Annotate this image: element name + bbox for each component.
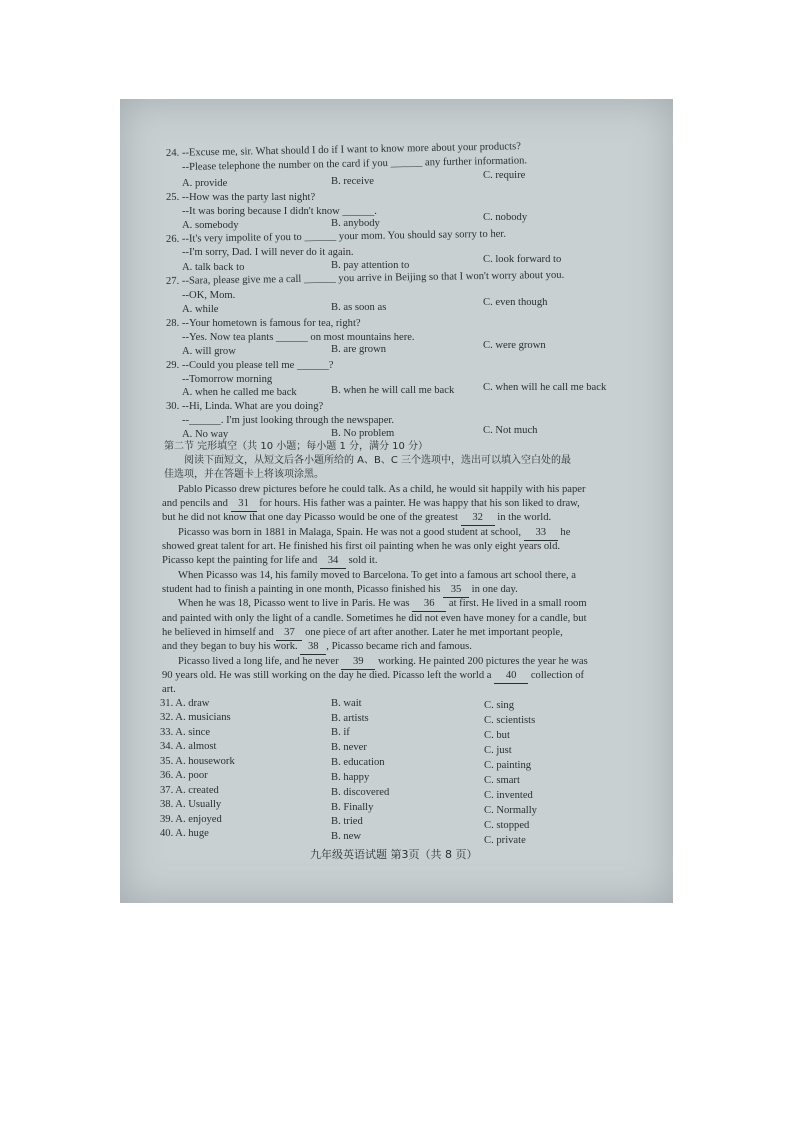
cloze-option-c: C. sing [484, 700, 515, 711]
question-text: --Could you please tell me [181, 360, 295, 371]
section-heading: 第二节 完形填空（共 10 小题；每小题 1 分，满分 10 分） [164, 441, 429, 452]
cloze-option-b: B. never [331, 742, 367, 753]
passage-text: but he did not know that one day Picasso would be one of the greatest [162, 512, 458, 523]
question-30 [166, 400, 323, 414]
cloze-option-a: 33. A. since [160, 727, 211, 738]
cloze-option-b: B. new [331, 831, 362, 842]
passage-line: Pablo Picasso drew pictures before he could talk. As a child, he would sit happily with his paper [178, 484, 586, 495]
cloze-option-b: B. wait [331, 698, 362, 709]
passage-text: for hours. His father was a painter. He was happy that his son liked to draw, [259, 498, 580, 509]
question-text: --Your hometown is famous for tea, right? [181, 318, 361, 329]
option-c: C. even though [483, 297, 548, 308]
passage-line [162, 554, 378, 569]
passage-line: art. [162, 684, 176, 695]
cloze-option-a: 39. A. enjoyed [160, 814, 222, 825]
reply-text: --Yes. Now tea plants [182, 332, 274, 343]
question-28 [166, 317, 361, 331]
question-29-reply: --Tomorrow morning [182, 374, 273, 385]
cloze-blank-39: 39 [341, 655, 375, 670]
cloze-option-a: 32. A. musicians [160, 712, 231, 723]
option-b: B. anybody [331, 218, 380, 229]
reply-text: . [374, 206, 377, 217]
question-number: 29. [166, 360, 180, 371]
question-text: your mom. You should say sorry to her. [338, 228, 507, 243]
passage-line: showed great talent for art. He finished his first oil painting when he was only eight years old. [162, 541, 561, 552]
passage-line [162, 669, 584, 684]
passage-text: he [560, 527, 571, 538]
passage-line [162, 640, 472, 655]
passage-text: in the world. [497, 512, 552, 523]
exam-page-content [120, 99, 673, 903]
cloze-option-a: 40. A. huge [160, 828, 209, 839]
passage-line [162, 583, 518, 598]
passage-line [178, 526, 570, 541]
page-footer: 九年级英语试题 第3页（共 8 页） [310, 848, 478, 861]
option-c: C. look forward to [483, 254, 562, 265]
cloze-option-b: B. education [331, 757, 385, 768]
cloze-option-a: 36. A. poor [160, 770, 208, 781]
answer-blank: ______ [303, 273, 336, 285]
passage-line [162, 497, 580, 512]
passage-line: When Picasso was 14, his family moved to Barcelona. To get into a famous art school there, a [178, 570, 576, 581]
question-number: 25. [166, 192, 180, 203]
option-c: C. nobody [483, 212, 528, 223]
option-c: C. Not much [483, 425, 538, 436]
cloze-blank-35: 35 [443, 583, 469, 598]
cloze-option-c: C. but [484, 730, 510, 741]
cloze-option-a: 34. A. almost [160, 741, 217, 752]
cloze-option-b: B. discovered [331, 787, 390, 798]
option-a: A. while [182, 304, 219, 315]
passage-line [178, 597, 587, 612]
reply-text: --It was boring because I didn't know [182, 206, 340, 217]
cloze-option-c: C. smart [484, 775, 520, 786]
option-a: A. No way [182, 429, 229, 440]
passage-text: and they began to buy his work. [162, 641, 298, 652]
passage-line [178, 655, 588, 670]
question-text: ? [328, 360, 334, 371]
cloze-option-b: B. Finally [331, 802, 374, 813]
cloze-option-b: B. happy [331, 772, 370, 783]
reply-text: --Please telephone the number on the card if you [181, 158, 388, 173]
option-b: B. receive [331, 176, 374, 187]
section-instruction: 阅读下面短文，从短文后各小题所给的 A、B、C 三个选项中，选出可以填入空白处的最 [184, 455, 572, 466]
passage-text: in one day. [471, 584, 518, 595]
passage-text: he believed in himself and [162, 627, 274, 638]
cloze-blank-31: 31 [231, 497, 257, 512]
passage-text: student had to finish a painting in one month, Picasso finished his [162, 584, 441, 595]
option-a: A. will grow [182, 346, 236, 357]
cloze-blank-34: 34 [320, 554, 346, 569]
passage-text: one piece of art after another. Later he met important people, [305, 627, 563, 638]
answer-blank: ______ [390, 157, 423, 169]
cloze-blank-32: 32 [461, 511, 495, 526]
cloze-option-b: B. if [331, 727, 350, 738]
reply-text: . I'm just looking through the newspaper. [220, 415, 394, 426]
answer-blank: ______ [296, 360, 329, 371]
question-number: 24. [165, 147, 180, 159]
passage-text: collection of [530, 670, 585, 681]
cloze-option-a: 35. A. housework [160, 756, 235, 767]
reply-text: -- [182, 415, 190, 426]
question-number: 28. [166, 318, 180, 329]
reply-text: on most mountains here. [310, 332, 415, 343]
option-b: B. No problem [331, 428, 395, 439]
cloze-option-a: 31. A. draw [160, 698, 210, 709]
question-text: --Excuse me, sir. What should I do if I want to know more about your products? [181, 141, 521, 159]
answer-blank: ______ [275, 332, 308, 343]
cloze-option-c: C. scientists [484, 715, 536, 726]
passage-text: Picasso kept the painting for life and [162, 555, 318, 566]
cloze-blank-36: 36 [412, 597, 446, 612]
question-text: --How was the party last night? [181, 192, 316, 203]
question-29 [166, 359, 333, 373]
option-a: A. talk back to [182, 262, 245, 273]
passage-text: , Picasso became rich and famous. [326, 641, 472, 652]
passage-text: sold it. [348, 555, 378, 566]
passage-text: When he was 18, Picasso went to live in Paris. He was [178, 598, 410, 609]
passage-text: and pencils and [162, 498, 228, 509]
reply-text: any further information. [424, 155, 528, 169]
cloze-option-c: C. painting [484, 760, 532, 771]
question-25 [166, 191, 315, 205]
answer-blank: ______ [189, 415, 221, 426]
cloze-blank-33: 33 [524, 526, 558, 541]
option-c: C. require [483, 170, 526, 181]
question-number: 26. [165, 233, 180, 245]
option-b: B. as soon as [331, 302, 387, 313]
cloze-option-c: C. stopped [484, 820, 530, 831]
section-instruction: 佳选项，并在答题卡上将该项涂黑。 [164, 469, 324, 480]
option-b: B. when he will call me back [331, 385, 455, 396]
passage-line [162, 626, 563, 641]
cloze-option-b: B. artists [331, 713, 369, 724]
passage-text: Picasso was born in 1881 in Malaga, Spain. He was not a good student at school, [178, 527, 522, 538]
cloze-option-b: B. tried [331, 816, 363, 827]
cloze-option-a: 38. A. Usually [160, 799, 222, 810]
option-a: A. when he called me back [182, 387, 297, 398]
question-26-reply: --I'm sorry, Dad. I will never do it again. [182, 247, 354, 258]
question-number: 30. [166, 401, 180, 412]
option-b: B. pay attention to [331, 260, 410, 271]
option-b: B. are grown [331, 344, 387, 355]
option-a: A. provide [182, 178, 228, 189]
cloze-option-a: 37. A. created [160, 785, 219, 796]
cloze-blank-38: 38 [300, 640, 326, 655]
scanned-exam-page [120, 99, 673, 903]
passage-text: working. He painted 200 pictures the year he was [377, 656, 588, 667]
cloze-option-c: C. Normally [484, 805, 537, 816]
cloze-option-c: C. private [484, 835, 526, 846]
passage-line: and painted with only the light of a candle. Sometimes he did not even have money for a candle, but [162, 613, 587, 624]
question-text: --Hi, Linda. What are you doing? [181, 401, 324, 412]
passage-text: Picasso lived a long life, and he never [178, 656, 339, 667]
option-c: C. when will he call me back [483, 382, 607, 393]
passage-line [162, 511, 551, 526]
cloze-blank-40: 40 [494, 669, 528, 684]
question-number: 27. [165, 275, 180, 287]
question-text: --It's very impolite of you to [181, 231, 302, 245]
option-c: C. were grown [483, 340, 546, 351]
answer-blank: ______ [304, 231, 337, 243]
question-27-reply: --OK, Mom. [182, 290, 236, 301]
question-text: --Sara, please give me a call [181, 273, 302, 287]
cloze-option-c: C. just [484, 745, 512, 756]
option-a: A. somebody [182, 220, 239, 231]
cloze-blank-37: 37 [276, 626, 302, 641]
passage-text: at first. He lived in a small room [448, 598, 587, 609]
answer-blank: ______ [342, 206, 375, 217]
passage-text: 90 years old. He was still working on the day he died. Picasso left the world a [162, 670, 492, 681]
cloze-option-c: C. invented [484, 790, 533, 801]
question-text: you arrive in Beijing so that I won't worry about you. [338, 269, 565, 285]
